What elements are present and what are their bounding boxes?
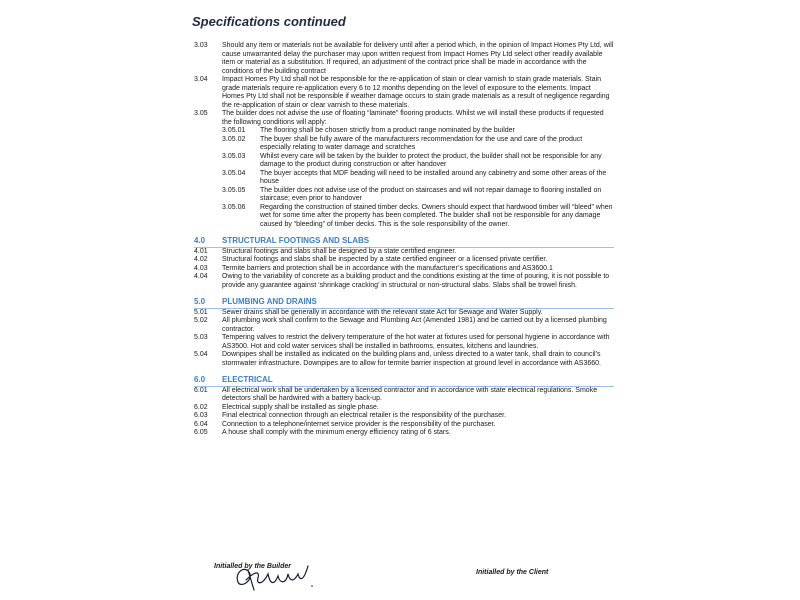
spec-item [194, 404, 614, 413]
item-number: 4.04 [194, 273, 208, 280]
spec-subitem [194, 170, 614, 187]
subitem-text: Whilst every care will be taken by the builder to protect the product, the builder shall not be responsible for any damage to the product during construction or after handover [260, 152, 602, 168]
subitem-text: The buyer shall be fully aware of the manufacturers recommendation for the use and care of the product especially relating to water damage and scratches [260, 135, 583, 151]
item-text: The builder does not advise the use of floating “laminate” flooring products. Whilst we will install these products if requested the following conditions will apply: [222, 110, 604, 126]
spec-item [194, 256, 614, 265]
item-text: Structural footings and slabs shall be designed by a state certified engineer. [222, 247, 457, 255]
item-number: 6.03 [194, 412, 208, 419]
spec-item [194, 76, 614, 110]
item-text: Tempering valves to restrict the delivery temperature of the hot water at fixtures used for personal hygiene in accordance with AS3500. Hot and cold water services shall be installed in bathrooms, ensuites, kitchens and laundries. [222, 334, 610, 350]
spec-item [194, 273, 614, 290]
subitem-number: 3.05.04 [222, 169, 246, 177]
subitem-number: 3.05.03 [222, 152, 246, 160]
section-title: STRUCTURAL FOOTINGS AND SLABS [222, 236, 370, 245]
spec-subitem [194, 187, 614, 204]
subitem-text: The flooring shall be chosen strictly from a product range nominated by the builder [260, 127, 515, 134]
item-text: Impact Homes Pty Ltd shall not be responsible for the re-application of stain or clear varnish to stain grade materials. Stain grade materials require re-application every 6 to 12 months depending on the level of exposure to the elements. Impact Homes Pty Ltd shall not be responsible if weather damage occurs to stain grade materials as a result of negligence regarding the re-application of stain or clear varnish to these materials. [222, 76, 610, 109]
client-initial-label: Initialled by the Client [476, 569, 549, 576]
builder-signature [232, 560, 322, 594]
spec-subitem [194, 204, 614, 230]
item-number: 6.05 [194, 429, 208, 436]
spec-item [194, 42, 614, 76]
spec-item [194, 334, 614, 351]
item-text: All electrical work shall be undertaken by a licensed contractor and in accordance with state electrical regulations. Smoke detectors shall be hardwired with a battery back-up. [222, 386, 598, 402]
item-number: 3.03 [194, 42, 208, 49]
item-text: Should any item or materials not be available for delivery until after a period which, in the opinion of Impact Homes Pty Ltd, will cause unwarranted delay the purchaser may upon written request from Impact Homes Pty Ltd select other readily available item or material as a substitution. If required, an adjustment of the contract price shall be made in accordance with the conditions of the building contract [222, 42, 614, 75]
item-text: Electrical supply shall be installed as single phase. [222, 403, 379, 411]
spec-item [194, 387, 614, 404]
spec-item [194, 351, 614, 368]
item-number: 5.02 [194, 317, 208, 324]
builder-initial-label: Initialled by the Builder [214, 563, 292, 570]
item-text: Owing to the variability of concrete as a building product and the conditions existing at the time of pouring, it is not possible to provide any guarantee against ‘shrinkage cracking’ in structural or non-structural slabs. Slabs shall be trowel finish. [222, 273, 610, 289]
item-number: 5.03 [194, 334, 208, 341]
item-text: Sewer drains shall be generally in accordance with the relevant state Act for Sewage and Water Supply. [222, 308, 543, 316]
item-text: Final electrical connection through an electrical retailer is the responsibility of the purchaser. [222, 412, 507, 419]
item-number: 4.03 [194, 264, 208, 272]
subitem-number: 3.05.02 [222, 135, 246, 143]
subitem-text: The buyer accepts that MDF beading will need to be installed around any cabinetry and some other areas of the house [260, 169, 607, 185]
spec-item [194, 248, 614, 257]
section-title: PLUMBING AND DRAINS [222, 297, 317, 306]
section-heading-electrical [194, 376, 614, 387]
section-heading-plumbing [194, 298, 614, 309]
spec-item [194, 421, 614, 430]
item-number: 6.04 [194, 420, 208, 428]
item-number: 3.05 [194, 110, 208, 117]
item-text: Structural footings and slabs shall be inspected by a state certified engineer or a licensed private certifier. [222, 256, 548, 263]
subitem-number: 3.05.01 [222, 127, 246, 134]
item-number: 6.01 [194, 386, 208, 394]
item-number: 4.02 [194, 256, 208, 263]
item-text: A house shall comply with the minimum energy efficiency rating of 6 stars. [222, 429, 451, 436]
spec-item [194, 412, 614, 421]
section-number: 6.0 [194, 375, 206, 384]
spec-subitem [194, 127, 614, 136]
spec-subitem [194, 153, 614, 170]
subitem-number: 3.05.05 [222, 186, 246, 194]
section-number: 5.0 [194, 297, 206, 306]
spec-item [194, 429, 614, 438]
section-heading-structural [194, 237, 614, 248]
section-number: 4.0 [194, 236, 206, 245]
spec-item [194, 309, 614, 318]
item-number: 5.01 [194, 308, 208, 316]
spec-body [194, 42, 614, 438]
page-title: Specifications continued [192, 14, 346, 29]
spec-item [194, 317, 614, 334]
spec-item [194, 110, 614, 127]
item-text: All plumbing work shall confirm to the Sewage and Plumbing Act (Amended 1981) and be carried out by a licensed plumbing contractor. [222, 317, 607, 333]
subitem-text: The builder does not advise use of the product on staircases and will not repair damage to flooring installed on staircase; even prior to handover [260, 186, 602, 202]
item-text: Connection to a telephone/internet service provider is the responsibility of the purchaser. [222, 420, 496, 428]
item-text: Termite barriers and protection shall be in accordance with the manufacturer’s specifications and AS3600.1 [222, 264, 553, 272]
section-title: ELECTRICAL [222, 375, 273, 384]
item-number: 5.04 [194, 351, 208, 358]
subitem-number: 3.05.06 [222, 203, 246, 211]
subitem-text: Regarding the construction of stained timber decks. Owners should expect that hardwood timber will “bleed” when wet for some time after the property has been completed. The builder shall not be responsible for any damage caused by “bleeding” of timber decks. This is the sole responsibility of the owner. [260, 203, 613, 228]
item-text: Downpipes shall be installed as indicated on the building plans and, unless directed to a water tank, shall drain to council’s stormwater infrastructure. Downpipes are to allow for termite barrier inspection at ground level in accordance with AS3660. [222, 351, 601, 367]
item-number: 3.04 [194, 76, 208, 83]
spec-subitem [194, 136, 614, 153]
spec-item [194, 265, 614, 274]
item-number: 6.02 [194, 403, 208, 411]
item-number: 4.01 [194, 247, 208, 255]
